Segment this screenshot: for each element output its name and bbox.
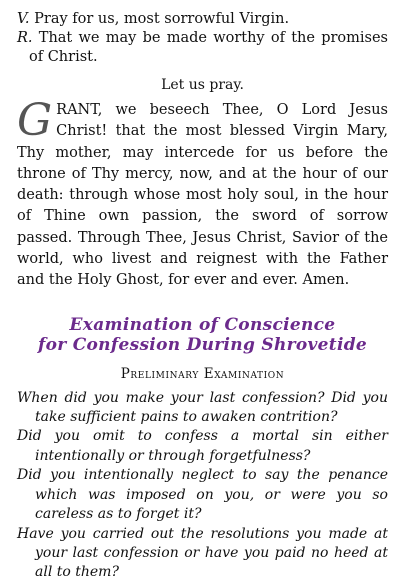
response-mark: R. [17, 30, 33, 46]
drop-cap: G [17, 95, 53, 146]
response-text: That we may be made worthy of the promises of Christ. [29, 30, 388, 65]
section-title-line-2: for Confession During Shrovetide [37, 334, 368, 355]
prayer-paragraph [17, 95, 388, 292]
question-item: Did you intentionally neglect to say the penance which was imposed on you, or were you so careless as to forget it? [17, 467, 388, 523]
let-us-pray-heading: Let us pray. [161, 77, 244, 93]
section-title-line-1: Examination of Conscience [69, 314, 336, 335]
question-item: Have you carried out the resolutions you made at your last confession or have you paid no heed at all to them? [17, 525, 388, 581]
question-item: Did you omit to confess a mortal sin either intentionally or through forgetfulness? [17, 428, 388, 464]
question-item: When did you make your last confession? Did you take sufficient pains to awaken contrition? [17, 389, 388, 426]
section-title [17, 315, 388, 355]
section-subtitle: Preliminary Examination [120, 365, 285, 382]
question-list [17, 389, 388, 583]
versicle-text: Pray for us, most sorrowful Virgin. [34, 11, 290, 27]
prayer-text: RANT, we beseech Thee, O Lord Jesus Christ! that the most blessed Virgin Mary, Thy mother, may intercede for us before the throne of Thy mercy, now, and at the hour of our death: through whose most holy soul, in the hour of Thine own passion, the sword of sorrow passed. Through Thee, Jesus Christ, Savior of the world, who livest and reignest with the Father and the Holy Ghost, for ever and ever. Amen. [17, 102, 388, 289]
versicle-mark: V. [17, 11, 30, 27]
response [17, 29, 388, 67]
versicle [17, 10, 388, 29]
